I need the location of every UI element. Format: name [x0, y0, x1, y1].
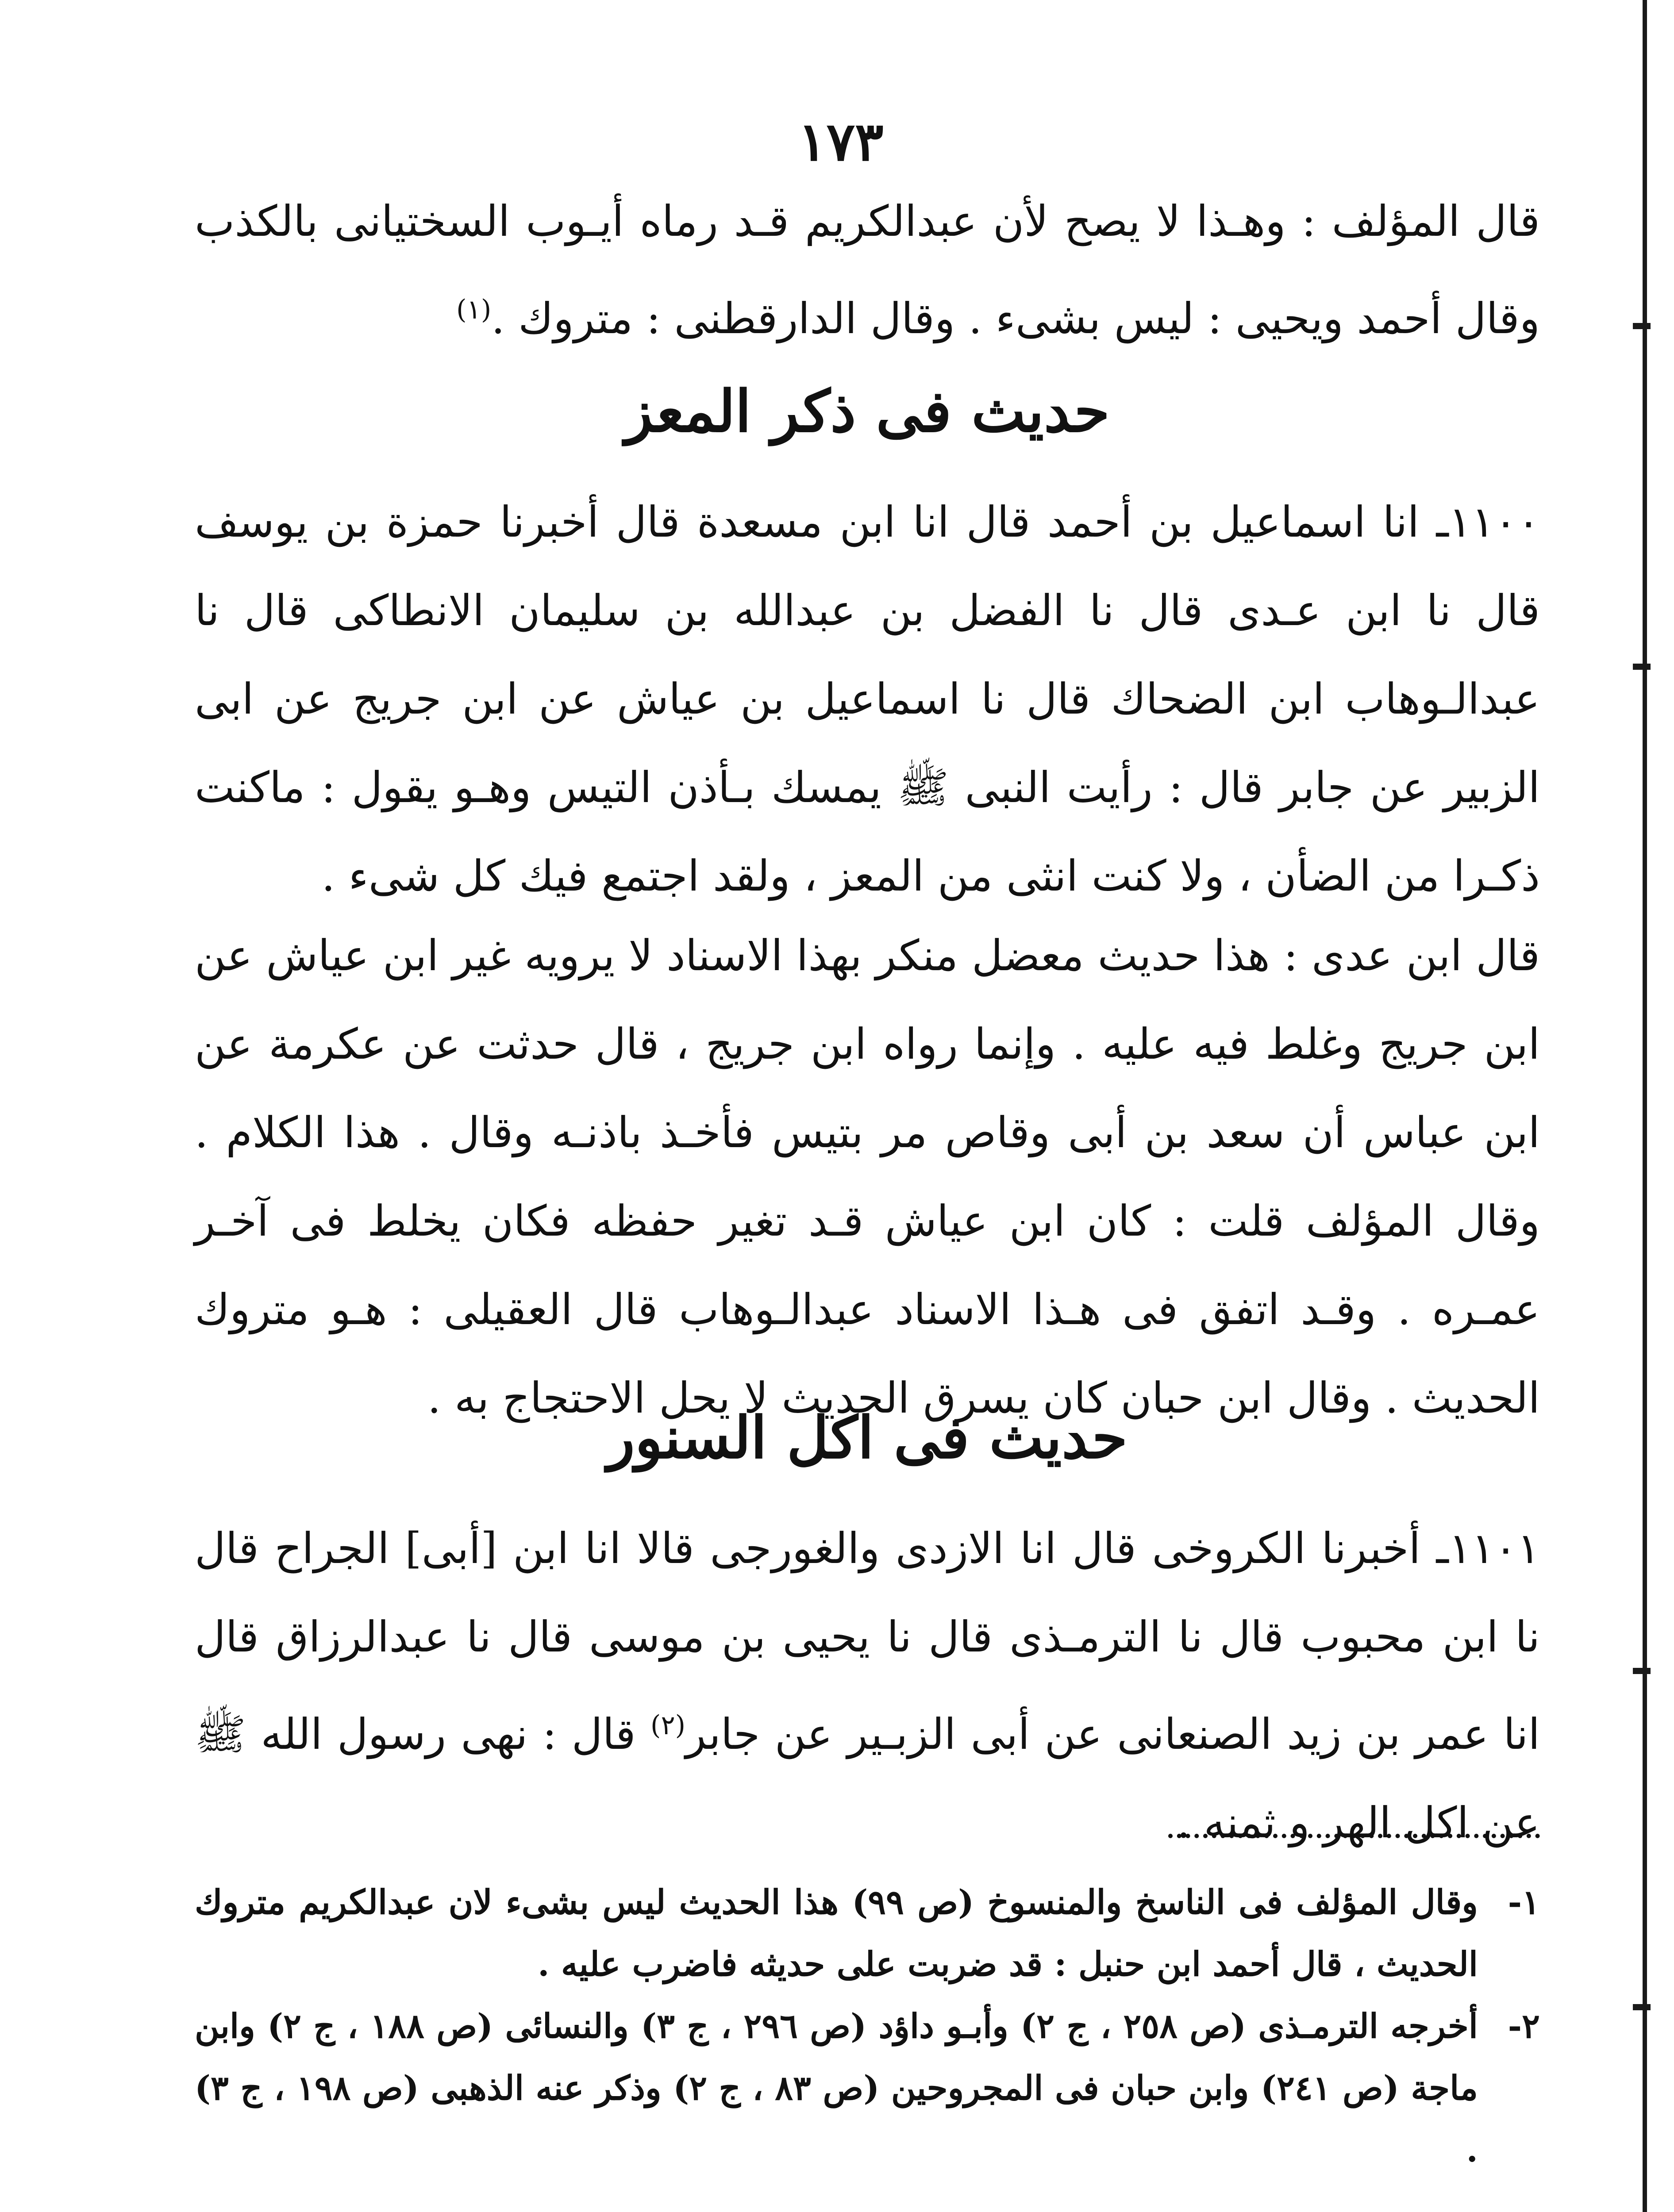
footnote-separator	[1168, 1834, 1540, 1838]
page-number: ١٧٣	[798, 111, 884, 173]
footnote-item	[195, 1995, 1540, 2181]
section-heading-goats: حديث فى ذكر المعز	[625, 377, 1110, 445]
footnote-text: أخرجه الترمـذى (ص ٢٥٨ ، ج ٢) وأبـو داؤد (ص ٢٩٦ ، ج ٣) والنسائى (ص ١٨٨ ، ج ٢) وابن ماجة (ص ٢٤١) وابن حبان فى المجروحين (ص ٨٣ ، ج ٢) وذكر عنه الذهبى (ص ١٩٨ ، ج ٣) .	[195, 2006, 1478, 2170]
commentary-1100	[195, 911, 1540, 1442]
scan-edge-mark	[1633, 664, 1651, 670]
section-heading-cat: حديث فى اكل السنور	[607, 1404, 1128, 1471]
commentary-1100-text: قال ابن عدى : هذا حديث معضل منكر بهذا الاسناد لا يرويه غير ابن عياش عن ابن جريج وغلط فيه عليه . وإنما رواه ابن جريج ، قال حدثت عن عكرمة عن ابن عباس أن سعد بن أبى وقاص مر بتيس فأخـذ باذنـه وقال . هذا الكلام . وقال المؤلف قلت : كان ابن عياش قـد تغير حفظه فكان يخلط فى آخـر عمـره . وقـد اتفق فى هـذا الاسناد عبدالـوهاب قال العقيلى : هـو متروك الحديث . وقال ابن حبان كان يسرق الحديث لا يحل الاحتجاج به .	[195, 931, 1540, 1423]
scan-edge-mark	[1633, 323, 1651, 329]
intro-paragraph	[195, 177, 1540, 363]
footnote-ref-1: (١)	[456, 294, 492, 325]
hadith-1100-text: ١١٠٠ـ انا اسماعيل بن أحمد قال انا ابن مسعدة قال أخبرنا حمزة بن يوسف قال نا ابن عـدى قال نا الفضل بن عبدالله بن سليمان الانطاكى قال نا عبدالـوهاب ابن الضحاك قال نا اسماعيل بن عياش عن ابن جريج عن ابى الزبير عن جابر قال : رأيت النبى ﷺ يمسك بـأذن التيس وهـو يقول : ماكنت ذكـرا من الضأن ، ولا كنت انثى من المعز ، ولقد اجتمع فيك كل شىء .	[195, 497, 1540, 901]
scan-edge-line	[1643, 0, 1647, 2212]
hadith-1101	[195, 1504, 1540, 1867]
scan-edge-mark	[1633, 1668, 1651, 1674]
footnote-number: ٢-	[1508, 2006, 1540, 2046]
footnotes	[195, 1871, 1540, 2181]
footnote-ref-2: (٢)	[650, 1710, 686, 1741]
hadith-1101-text-end: قال : نهى رسول الله ﷺ عن اكل الهر و ثمنه .	[195, 1709, 1540, 1847]
scan-edge-mark	[1633, 2004, 1651, 2010]
footnote-number: ١-	[1508, 1882, 1540, 1922]
hadith-1100	[195, 478, 1540, 920]
footnote-text: وقال المؤلف فى الناسخ والمنسوخ (ص ٩٩) هذا الحديث ليس بشىء لان عبدالكريم متروك الحديث ، قال أحمد ابن حنبل : قد ضربت على حديثه فاضرب عليه .	[195, 1882, 1478, 1984]
footnote-item	[195, 1871, 1540, 1995]
intro-text: قال المؤلف : وهـذا لا يصح لأن عبدالكريم قـد رماه أيـوب السختيانى بالكذب وقال أحمد ويحيى : ليس بشىء . وقال الدارقطنى : متروك .	[195, 196, 1540, 343]
hadith-1101-text: ١١٠١ـ أخبرنا الكروخى قال انا الازدى والغورجى قالا انا ابن [أبى] الجراح قال نا ابن محبوب قال نا الترمـذى قال نا يحيى بن موسى قال نا عبدالرزاق قال انا عمر بن زيد الصنعانى عن أبى الزبـير عن جابر	[195, 1524, 1540, 1759]
